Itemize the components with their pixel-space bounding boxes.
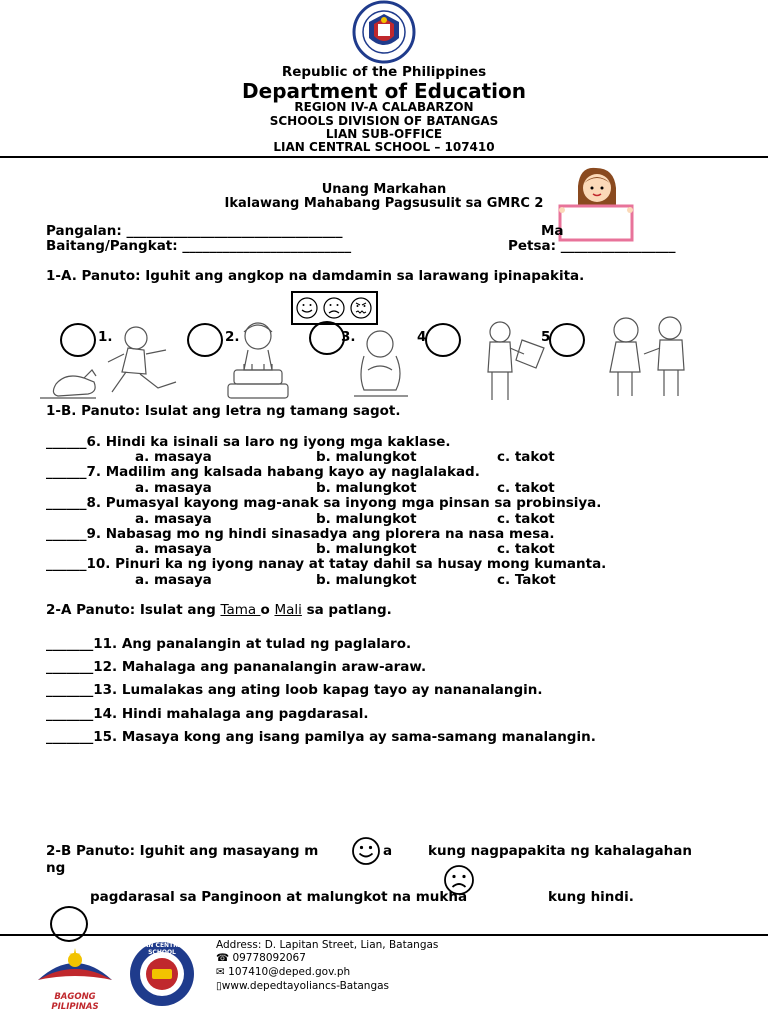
happy-face-icon — [297, 298, 317, 318]
mali-word: Mali — [274, 602, 302, 618]
footer-phone: 09778092067 — [232, 952, 306, 964]
question-7: ______7. Madilim ang kalsada habang kayo ay naglalakad. — [46, 464, 480, 480]
bagong-pilipinas-logo — [30, 944, 120, 1012]
section-1a-instruction: 1-A. Panuto: Iguhit ang angkop na damdamin sa larawang ipinapakita. — [46, 268, 585, 284]
section-2b-line1-b: a — [383, 843, 393, 859]
school-logo-text: LIAN CENTRAL SCHOOL — [137, 942, 187, 956]
q6-choice-c: c. takot — [497, 449, 555, 465]
section-2b-line1-d: ng — [46, 860, 66, 876]
name-field[interactable]: Pangalan: ________________________________ — [46, 223, 343, 239]
scared-face-icon — [351, 298, 371, 318]
q6-choice-a: a. masaya — [135, 449, 212, 465]
q9-choice-a: a. masaya — [135, 541, 212, 557]
q8-choice-b: b. malungkot — [316, 511, 417, 527]
item-11: _______11. Ang panalangin at tulad ng paglalaro. — [46, 636, 412, 652]
answer-circle-3[interactable] — [309, 321, 345, 355]
item-number-3: 3. — [341, 329, 356, 345]
bagong-pilipinas-text: BAGONG PILIPINAS — [51, 992, 99, 1012]
region-text: REGION IV-A CALABARZON — [294, 100, 474, 114]
q7-choice-a: a. masaya — [135, 480, 212, 496]
question-9: ______9. Nabasag mo ng hindi sinasadya ang plorera na nasa mesa. — [46, 526, 555, 542]
score-label: Ma — [541, 223, 564, 239]
picture-boy-chased-by-dog — [36, 322, 186, 402]
item-14: _______14. Hindi mahalaga ang pagdarasal. — [46, 706, 369, 722]
section-2b-line1-c: kung nagpapakita ng kahalagahan — [428, 843, 692, 859]
section-1b-instruction: 1-B. Panuto: Isulat ang letra ng tamang sagot. — [46, 403, 401, 419]
picture-two-children-talking — [598, 314, 704, 400]
header-divider — [0, 156, 768, 158]
item-15: _______15. Masaya kong ang isang pamilya ay sama-samang manalangin. — [46, 729, 596, 745]
section-2a-instruction — [46, 602, 392, 618]
item-number-4: 4 — [417, 329, 427, 345]
department-title: Department of Education — [242, 79, 526, 103]
exam-quarter: Unang Markahan — [321, 182, 447, 197]
question-10: ______10. Pinuri ka ng iyong nanay at tatay dahil sa husay mong kumanta. — [46, 556, 607, 572]
division-text: SCHOOLS DIVISION OF BATANGAS — [269, 114, 499, 128]
section-2a-pre: 2-A Panuto: Isulat ang — [46, 602, 221, 618]
q7-choice-c: c. takot — [497, 480, 555, 496]
footer-email-row — [216, 966, 350, 979]
grade-section-field[interactable]: Baitang/Pangkat: _________________________ — [46, 238, 352, 254]
happy-face-icon — [351, 836, 381, 866]
footer-web-row — [216, 980, 389, 993]
answer-circle-4[interactable] — [425, 323, 461, 357]
answer-circle-5[interactable] — [549, 323, 585, 357]
section-2b-line1-a: 2-B Panuto: Iguhit ang masayang m — [46, 843, 319, 859]
footer-divider — [0, 934, 768, 936]
o-word: o — [260, 602, 275, 618]
emoji-legend-box — [291, 291, 378, 325]
suboffice-text: LIAN SUB-OFFICE — [325, 127, 443, 141]
phone-icon: ☎ — [216, 952, 230, 964]
q10-choice-a: a. masaya — [135, 572, 212, 588]
item-number-1: 1. — [98, 329, 113, 345]
footer-address: Address: D. Lapitan Street, Lian, Batangas — [216, 939, 439, 951]
school-text: LIAN CENTRAL SCHOOL – 107410 — [273, 140, 495, 154]
item-12: _______12. Mahalaga ang pananalangin araw-araw. — [46, 659, 427, 675]
web-icon: ▯ — [216, 980, 222, 992]
q10-choice-b: b. malungkot — [316, 572, 417, 588]
girl-sign-illustration — [556, 166, 638, 242]
q9-choice-c: c. takot — [497, 541, 555, 557]
q6-choice-b: b. malungkot — [316, 449, 417, 465]
date-field[interactable]: Petsa: _________________ — [508, 238, 676, 254]
item-13: _______13. Lumalakas ang ating loob kapag tayo ay nananalangin. — [46, 682, 543, 698]
section-2b-line2-a: pagdarasal sa Panginoon at malungkot na mukha — [90, 889, 468, 905]
q10-choice-c: c. Takot — [497, 572, 556, 588]
exam-title: Ikalawang Mahabang Pagsusulit sa GMRC 2 — [224, 196, 544, 211]
section-2a-post: sa patlang. — [301, 602, 392, 618]
deped-seal — [344, 0, 424, 64]
item-number-2: 2. — [225, 329, 240, 345]
item-number-5: 5 — [541, 329, 551, 345]
footer-phone-row — [216, 952, 306, 965]
q8-choice-c: c. takot — [497, 511, 555, 527]
q8-choice-a: a. masaya — [135, 511, 212, 527]
picture-boy-with-paper — [478, 318, 551, 404]
picture-girl-birthday-cake — [218, 318, 298, 402]
question-6: ______6. Hindi ka isinali sa laro ng iyong mga kaklase. — [46, 434, 451, 450]
tama-word: Tama — [220, 602, 261, 618]
republic-text: Republic of the Philippines — [281, 64, 487, 80]
answer-circle-2b[interactable] — [50, 906, 88, 942]
footer-email[interactable]: 107410@deped.gov.ph — [228, 966, 351, 978]
section-2b-line2-b: kung hindi. — [548, 889, 634, 905]
q9-choice-b: b. malungkot — [316, 541, 417, 557]
sad-face-icon — [324, 298, 344, 318]
email-icon: ✉ — [216, 966, 225, 978]
picture-sad-boy-sitting — [350, 326, 412, 402]
question-8: ______8. Pumasyal kayong mag-anak sa inyong mga pinsan sa probinsiya. — [46, 495, 602, 511]
q7-choice-b: b. malungkot — [316, 480, 417, 496]
school-logo — [128, 940, 196, 1008]
footer-web[interactable]: www.depedtayoliancs-Batangas — [221, 980, 390, 992]
